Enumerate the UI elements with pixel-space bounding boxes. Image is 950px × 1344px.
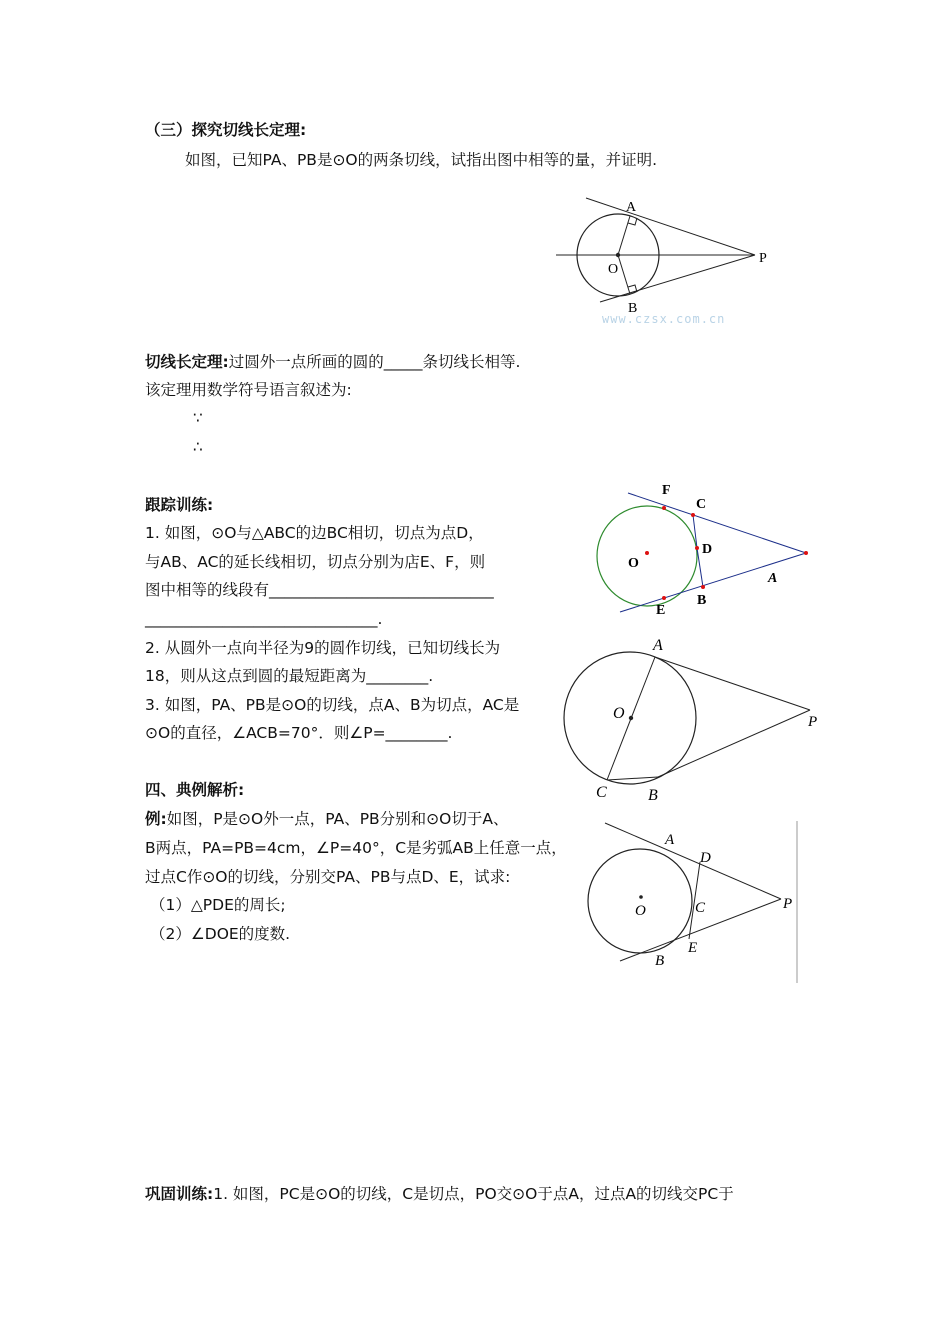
consolidate-line bbox=[145, 1184, 734, 1204]
radius-ob bbox=[618, 255, 630, 294]
point-d bbox=[695, 546, 699, 550]
tangent-pa bbox=[655, 657, 810, 710]
point-b bbox=[701, 585, 705, 589]
consolidate-text: 1. 如图，PC是⊙O的切线，C是切点，PO交⊙O于点A，过点A的切线交PC于 bbox=[213, 1185, 734, 1203]
label-f: F bbox=[662, 483, 671, 498]
label-p: P bbox=[759, 251, 767, 266]
example-item1: （1）△PDE的周长; bbox=[150, 896, 286, 914]
example-line3: 过点C作⊙O的切线，分别交PA、PB与点D、E，试求: bbox=[145, 868, 511, 886]
point-a bbox=[804, 551, 808, 555]
center-dot-o bbox=[616, 253, 620, 257]
theorem-label: 切线长定理: bbox=[145, 353, 229, 371]
label-c: C bbox=[696, 497, 707, 512]
label-o: O bbox=[635, 903, 646, 919]
theorem-statement: 过圆外一点所画的圆的_____条切线长相等. bbox=[228, 353, 521, 371]
label-e: E bbox=[688, 940, 698, 956]
label-e: E bbox=[656, 603, 666, 618]
figure-triangle-tangent bbox=[590, 478, 820, 618]
label-a: A bbox=[768, 571, 778, 586]
tracking-q2-line1: 2. 从圆外一点向半径为9的圆作切线，已知切线长为 bbox=[145, 639, 501, 657]
consolidate-label: 巩固训练: bbox=[145, 1185, 214, 1203]
label-o: O bbox=[608, 262, 619, 277]
chord-cb bbox=[607, 777, 658, 780]
figure-example-pde bbox=[585, 815, 810, 990]
tracking-heading: 跟踪训练: bbox=[145, 496, 214, 514]
point-c bbox=[691, 513, 695, 517]
watermark: www.czsx.com.cn bbox=[602, 312, 726, 326]
center-dot-o bbox=[639, 895, 643, 899]
section3-prompt: 如图，已知PA、PB是⊙O的两条切线，试指出图中相等的量，并证明. bbox=[185, 151, 658, 169]
label-c: C bbox=[695, 900, 706, 916]
theorem-line bbox=[145, 352, 520, 372]
label-a: A bbox=[665, 832, 675, 848]
point-f bbox=[662, 506, 666, 510]
figure-tangent-lengths bbox=[550, 190, 780, 330]
tangent-pa bbox=[586, 198, 755, 255]
tangent-pb bbox=[600, 255, 755, 302]
point-e bbox=[662, 596, 666, 600]
label-b: B bbox=[648, 787, 658, 804]
figure-diameter-ac bbox=[555, 630, 830, 805]
example-label: 例: bbox=[145, 810, 167, 828]
center-dot-o bbox=[629, 716, 633, 720]
example-item2: （2）∠DOE的度数. bbox=[150, 925, 291, 943]
label-p: P bbox=[808, 714, 818, 730]
example-line1-text: 如图，P是⊙O外一点，PA、PB分别和⊙O切于A、 bbox=[166, 810, 509, 828]
because-symbol: ∵ bbox=[193, 409, 203, 427]
label-a: A bbox=[653, 637, 663, 654]
tracking-q1-line1: 1. 如图，⊙O与△ABC的边BC相切，切点为点D， bbox=[145, 524, 484, 542]
label-b: B bbox=[628, 301, 638, 316]
tangent-pb bbox=[658, 710, 810, 777]
tracking-q1-line4: ______________________________. bbox=[145, 610, 383, 628]
tracking-q1-line3: 图中相等的线段有_____________________________ bbox=[145, 581, 494, 599]
example-line1 bbox=[145, 809, 508, 829]
label-b: B bbox=[697, 593, 707, 608]
label-a: A bbox=[626, 200, 637, 215]
label-d: D bbox=[700, 850, 711, 866]
section3-heading: （三）探究切线长定理: bbox=[145, 121, 307, 139]
label-d: D bbox=[702, 542, 713, 557]
tracking-q1-line2: 与AB、AC的延长线相切，切点分别为店E、F，则 bbox=[145, 553, 486, 571]
label-b: B bbox=[655, 953, 665, 969]
circle-o bbox=[588, 849, 692, 953]
tracking-q3-line1: 3. 如图，PA、PB是⊙O的切线，点A、B为切点，AC是 bbox=[145, 696, 520, 714]
line-af bbox=[628, 493, 806, 553]
therefore-symbol: ∴ bbox=[193, 438, 203, 456]
line-ae bbox=[620, 553, 806, 612]
label-o: O bbox=[628, 556, 639, 571]
theorem-symbolic-intro: 该定理用数学符号语言叙述为: bbox=[145, 381, 352, 399]
example-line2: B两点，PA=PB=4cm，∠P=40°，C是劣弧AB上任意一点， bbox=[145, 839, 567, 857]
label-p: P bbox=[783, 896, 793, 912]
radius-oa bbox=[618, 216, 630, 255]
tangent-pa bbox=[605, 823, 781, 899]
circle-o bbox=[597, 506, 697, 606]
tracking-q2-line2: 18，则从这点到圆的最短距离为________. bbox=[145, 667, 434, 685]
section4-heading: 四、典例解析: bbox=[145, 781, 245, 799]
label-o: O bbox=[613, 705, 625, 722]
tracking-q3-line2: ⊙O的直径，∠ACB=70°．则∠P=________. bbox=[145, 724, 453, 742]
center-dot-o bbox=[645, 551, 649, 555]
label-c: C bbox=[596, 784, 607, 801]
